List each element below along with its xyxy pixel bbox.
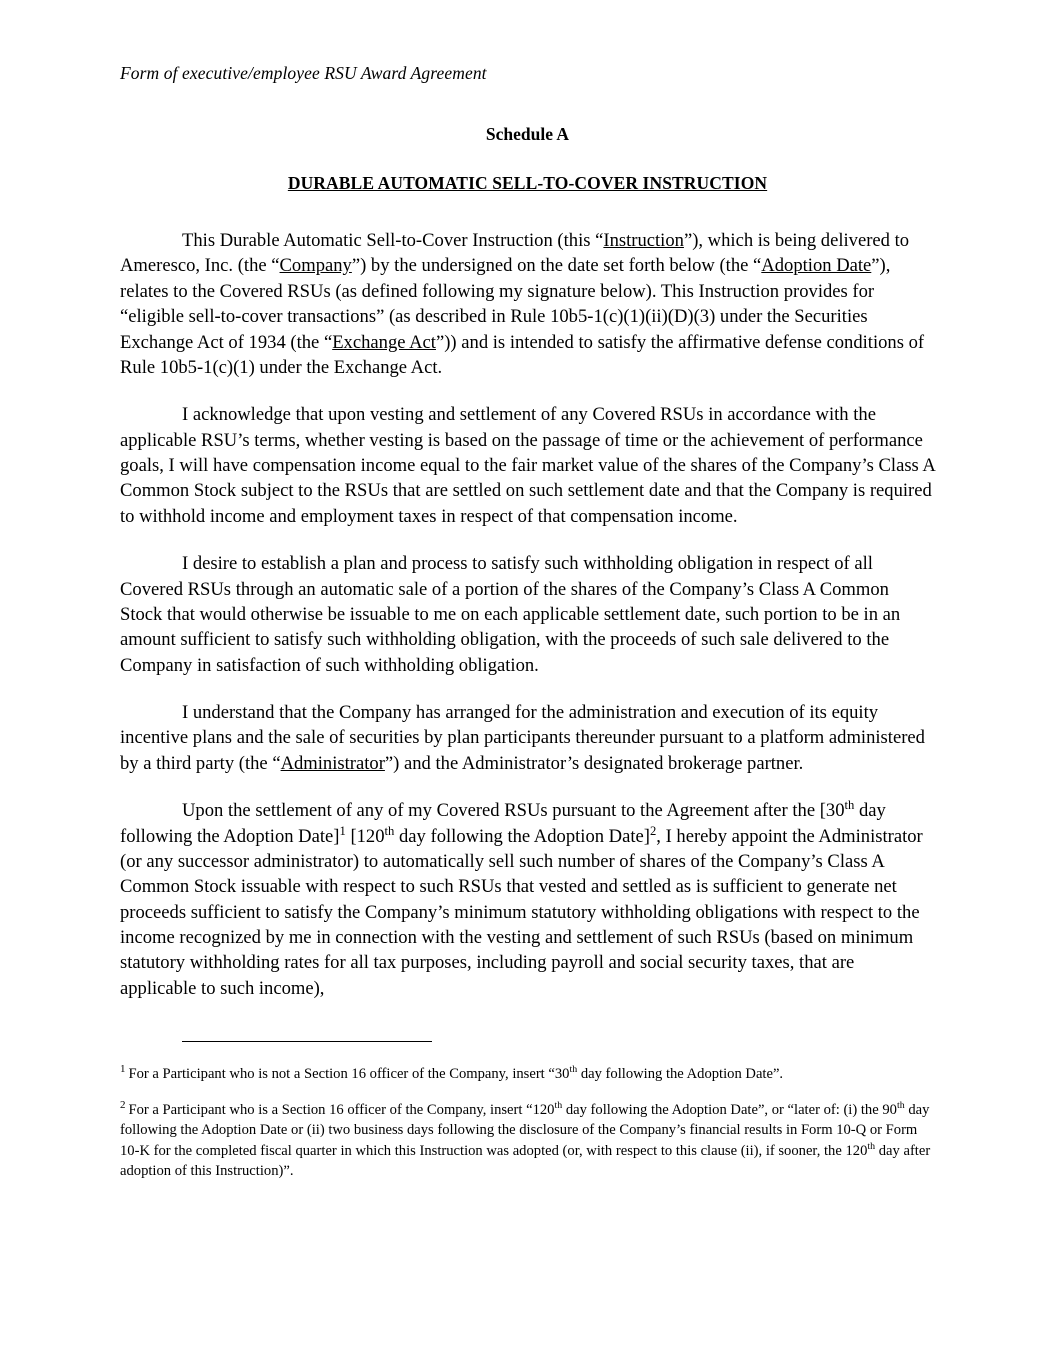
- footnote-2-ordinal-2: th: [896, 1100, 905, 1112]
- paragraph-4: [120, 700, 935, 776]
- page-title: Schedule A: [485, 124, 570, 144]
- running-header: Form of executive/employee RSU Award Agreement: [120, 63, 487, 83]
- footnote-2-text-a: For a Participant who is a Section 16 officer of the Company, insert “120: [128, 1102, 555, 1119]
- paragraph-2: I acknowledge that upon vesting and settlement of any Covered RSUs in accordance with the applicable RSU’s terms, whether vesting is based on the passage of time or the achievement of performance goals, I will have compensation income equal to the fair market value of the shares of the Company’s Class A Common Stock subject to the RSUs that are settled on such settlement date and that the Company is required to withhold income and employment taxes in respect of that compensation income.: [120, 404, 935, 527]
- paragraph-5-ordinal-2: th: [384, 823, 395, 838]
- footnote-1: [120, 1064, 935, 1084]
- defined-term-administrator: Administrator: [280, 752, 385, 774]
- paragraph-5-text-c: [120: [345, 825, 385, 847]
- footnote-ref-1[interactable]: 1: [339, 823, 346, 838]
- paragraph-1: [120, 228, 935, 380]
- paragraph-5: [120, 798, 935, 1001]
- paragraph-1-text-a: This Durable Automatic Sell-to-Cover Instruction (this “: [182, 230, 604, 251]
- paragraph-3: I desire to establish a plan and process to satisfy such withholding obligation in respect of all Covered RSUs through an automatic sale of a portion of the shares of the Company’s Class A Common Stock that would otherwise be issuable to me on each applicable settlement date, such portion to be in an amount sufficient to satisfy such withholding obligation, with the proceeds of such sale delivered to the Company in satisfaction of such withholding obligation.: [120, 553, 901, 676]
- footnote-1-ordinal-1: th: [569, 1064, 578, 1076]
- paragraph-5-text-e: , I hereby appoint the Administrator (or any successor administrator) to automatically sell such number of shares of the Company’s Class A Common Stock issuable with respect to such RSUs that vested and settled as is sufficient to generate net proceeds sufficient to satisfy the Company’s minimum statutory withholding obligations with respect to the income recognized by me in connection with the vesting and settlement of such RSUs (based on minimum statutory withholding rates for all tax purposes, including payroll and social security taxes, that are applicable to such income),: [120, 825, 923, 999]
- defined-term-instruction: Instruction: [603, 230, 684, 251]
- defined-term-exchange-act: Exchange Act: [332, 331, 436, 353]
- paragraph-4-text-a: I understand that the Company has arranged for the administration and execution of its equity incentive plans and the sale of securities by plan participants thereunder pursuant to a platform administered by a third party (the “: [120, 702, 925, 774]
- defined-term-adoption-date: Adoption Date: [761, 255, 872, 277]
- paragraph-5-text-d: day following the Adoption Date]: [394, 825, 650, 847]
- defined-term-company: Company: [279, 255, 352, 277]
- footnote-2-ordinal-1: th: [554, 1100, 563, 1112]
- footnote-separator: [182, 1041, 432, 1042]
- paragraph-5-text-a: Upon the settlement of any of my Covered RSUs pursuant to the Agreement after the [30: [182, 800, 845, 822]
- footnote-2: [120, 1100, 935, 1181]
- footnote-2-ordinal-3: th: [867, 1140, 876, 1152]
- footnote-1-marker: 1: [120, 1063, 126, 1076]
- footnote-2-text-b: day following the Adoption Date”, or “later of: (i) the 90: [562, 1102, 897, 1119]
- paragraph-1-text-c: ”) by the undersigned on the date set forth below (the “: [351, 255, 762, 277]
- footnote-ref-2[interactable]: 2: [649, 823, 657, 838]
- footnote-2-text-d: day after adoption of this Instruction)”.: [120, 1142, 931, 1179]
- footnote-1-text-a: For a Participant who is not a Section 16 officer of the Company, insert “30: [128, 1066, 570, 1083]
- paragraph-1-text-b: ”), which is being delivered to Ameresco, Inc. (the “: [120, 230, 910, 277]
- document-subtitle: DURABLE AUTOMATIC SELL-TO-COVER INSTRUCTION: [287, 173, 768, 193]
- footnotes-section: [120, 1064, 935, 1181]
- footnote-2-marker: 2: [120, 1099, 126, 1112]
- paragraph-5-text-b: day following the Adoption Date]: [120, 800, 886, 847]
- paragraph-1-text-e: ”)) and is intended to satisfy the affirmative defense conditions of Rule 10b5-1(c)(1) under the Exchange Act.: [120, 331, 925, 378]
- paragraph-5-ordinal-1: th: [844, 797, 855, 812]
- footnote-1-text-b: day following the Adoption Date”.: [577, 1066, 784, 1083]
- paragraph-1-text-d: ”), relates to the Covered RSUs (as defined following my signature below). This Instruction provides for “eligible sell-to-cover transactions” (as described in Rule 10b5-1(c)(1)(ii)(D)(3) under the Securities Exchange Act of 1934 (the “: [120, 255, 891, 353]
- footnote-2-text-c: day following the Adoption Date or (ii) two business days following the disclosure of the Company’s financial results in Form 10-Q or Form 10-K for the completed fiscal quarter in which this Instruction was adopted (or, with respect to this clause (ii), if sooner, the 120: [120, 1102, 930, 1159]
- paragraph-4-text-b: ”) and the Administrator’s designated brokerage partner.: [384, 752, 804, 774]
